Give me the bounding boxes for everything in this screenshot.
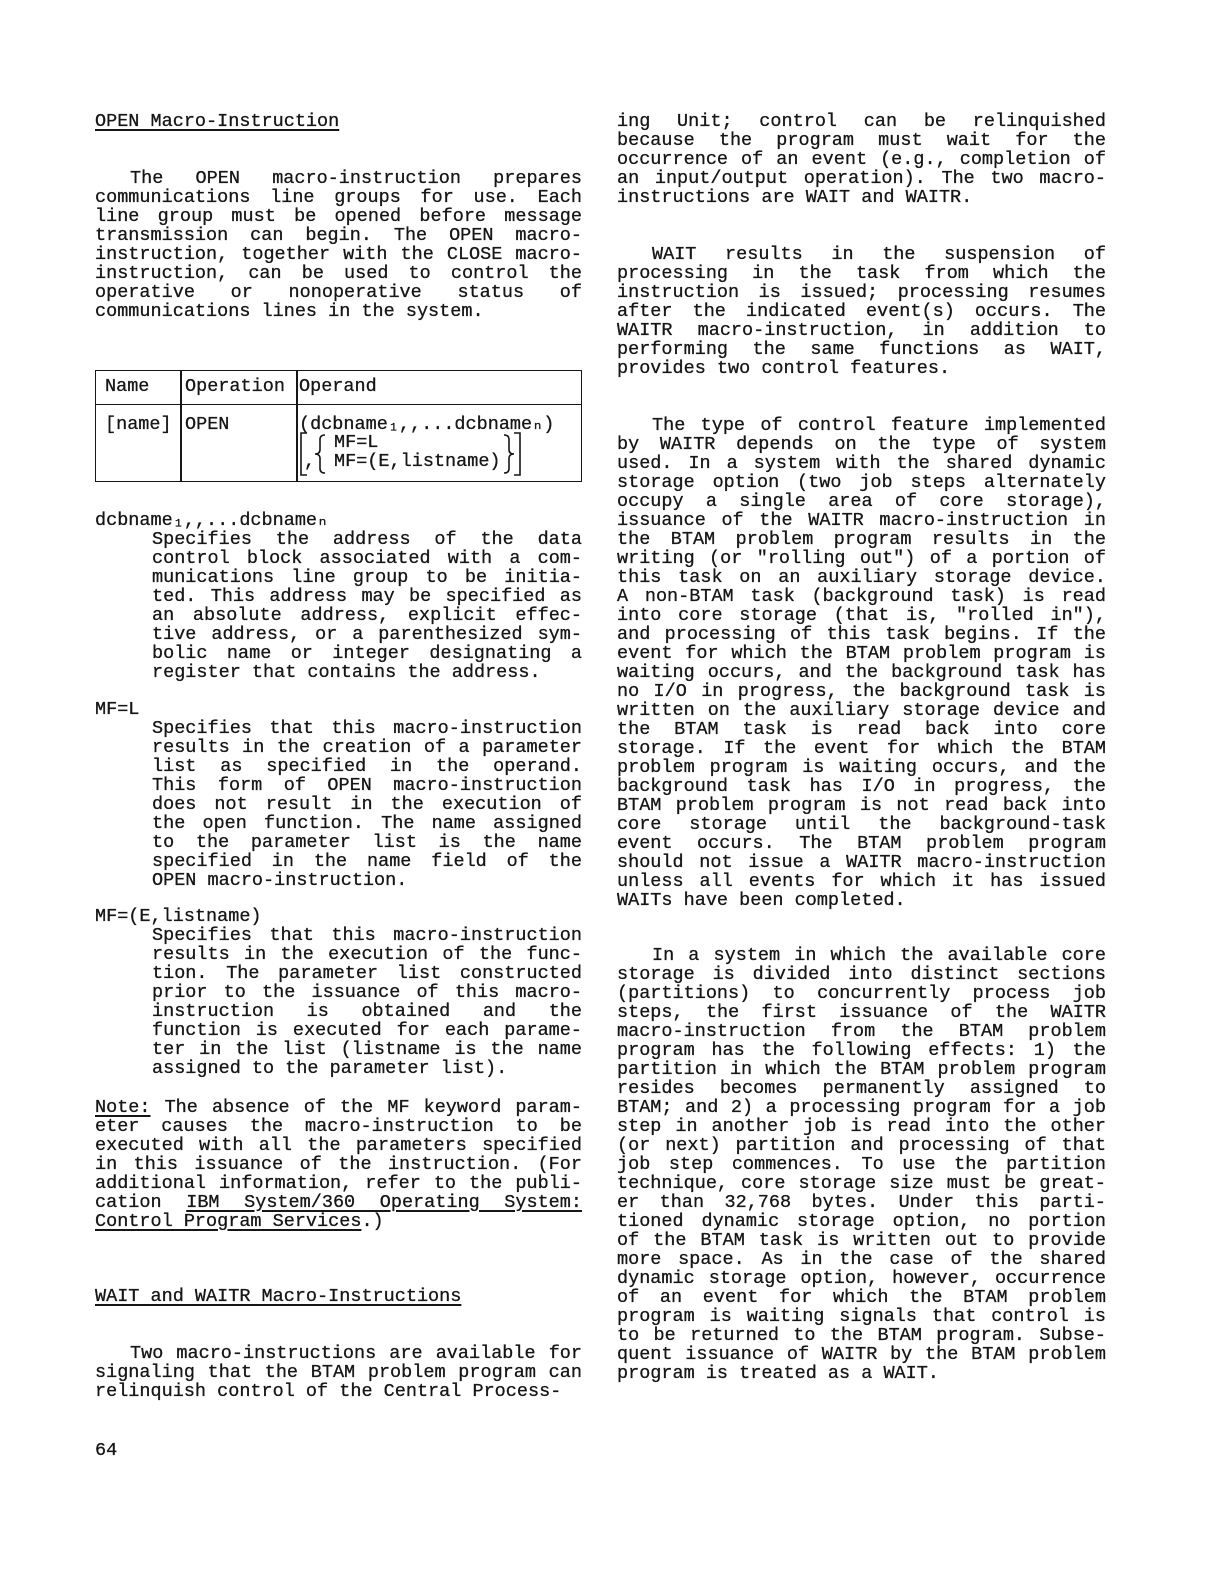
text-line: program has the following effects: 1) the <box>617 1039 1106 1061</box>
text-line: communications lines in the system. <box>95 300 484 322</box>
text-line: munications line group to be initia- <box>152 566 582 588</box>
text-line: core storage until the background-task <box>617 813 1106 835</box>
text-line: operative or nonoperative status of <box>95 281 582 303</box>
text-line: the open function. The name assigned <box>152 812 582 834</box>
text-line: waiting occurs, and the background task has <box>617 661 1106 683</box>
text-line: results in the creation of a parameter <box>152 736 582 758</box>
cell-operation: OPEN <box>185 414 230 435</box>
wait-intro-paragraph <box>95 1344 582 1401</box>
text-line: more space. As in the case of the shared <box>617 1248 1106 1270</box>
text-line: prior to the issuance of this macro- <box>152 981 582 1003</box>
operand-description <box>95 530 582 682</box>
right-square-bracket <box>514 433 520 475</box>
optional-operand-brackets <box>294 429 534 479</box>
text-segment: The absence of the MF keyword param- <box>150 1096 582 1118</box>
text-line: technique, core storage size must be great- <box>617 1172 1106 1194</box>
text-line: writing (or "rolling out") of a portion of <box>617 547 1106 569</box>
text-line: ter in the list (listname is the name <box>152 1038 582 1060</box>
text-line: and processing of this task begins. If the <box>617 623 1106 645</box>
operand-term: MF=L <box>95 698 140 720</box>
wait-section <box>95 1287 582 1306</box>
text-line: tive address, or a parenthesized sym- <box>152 623 582 645</box>
text-line: event occurs. The BTAM problem program <box>617 832 1106 854</box>
text-line: event for which the BTAM problem program is <box>617 642 1106 664</box>
text-segment: .) <box>361 1210 384 1232</box>
text-line <box>95 1212 582 1231</box>
text-line: unless all events for which it has issued <box>617 870 1106 892</box>
text-line: The type of control feature implemented <box>652 414 1106 436</box>
text-line: instruction, together with the CLOSE macro- <box>95 243 582 265</box>
text-line: instruction, can be used to control the <box>95 262 582 284</box>
section-heading-wait: WAIT and WAITR Macro-Instructions <box>95 1285 462 1307</box>
operand-entry-mf-execute <box>95 907 582 1078</box>
text-line: macro-instruction from the BTAM problem <box>617 1020 1106 1042</box>
text-line: Specifies that this macro-instruction <box>152 717 582 739</box>
text-line: quent issuance of WAITR by the BTAM problem <box>617 1343 1106 1365</box>
text-line: (partitions) to concurrently process job <box>617 982 1106 1004</box>
operand-description <box>95 719 582 890</box>
text-line: er than 32,768 bytes. Under this parti- <box>617 1191 1106 1213</box>
text-line: ted. This address may be specified as <box>152 585 582 607</box>
text-line: relinquish control of the Central Process- <box>95 1380 562 1402</box>
text-line: instruction is issued; processing resumes <box>617 281 1106 303</box>
text-line: ing Unit; control can be relinquished <box>617 110 1106 132</box>
header-operand: Operand <box>299 376 377 397</box>
text-line: partition in which the BTAM problem program <box>617 1058 1106 1080</box>
text-line: dynamic storage option, however, occurrence <box>617 1267 1106 1289</box>
text-line: BTAM; and 2) a processing program for a job <box>617 1096 1106 1118</box>
text-line: communications line groups for use. Each <box>95 186 582 208</box>
text-line: used. In a system with the shared dynamic <box>617 452 1106 474</box>
text-line: issuance of the WAITR macro-instruction in <box>617 509 1106 531</box>
text-line: storage. If the event for which the BTAM <box>617 737 1106 759</box>
text-line: This form of OPEN macro-instruction <box>152 774 582 796</box>
wait-description-paragraph <box>617 245 1106 378</box>
text-line: does not result in the execution of <box>152 793 582 815</box>
underlined-text: IBM System/360 Operating System: <box>186 1191 582 1213</box>
text-line: tioned dynamic storage option, no portion <box>617 1210 1106 1232</box>
note-paragraph <box>95 1098 582 1231</box>
text-line: resides becomes permanently assigned to <box>617 1077 1106 1099</box>
waitr-shared-storage-paragraph <box>617 416 1106 910</box>
underlined-text: Note: <box>95 1096 151 1118</box>
text-line: executed with all the parameters specified <box>95 1134 582 1156</box>
text-line: assigned to the parameter list). <box>152 1057 508 1079</box>
text-line: instructions are WAIT and WAITR. <box>617 186 973 208</box>
open-intro-paragraph <box>95 169 582 321</box>
text-line: (or next) partition and processing of that <box>617 1134 1106 1156</box>
text-line: control block associated with a com- <box>152 547 582 569</box>
text-line: list as specified in the operand. <box>152 755 582 777</box>
text-line: Two macro-instructions are available for <box>130 1342 582 1364</box>
text-line: program is treated as a WAIT. <box>617 1362 939 1384</box>
text-line: storage option (two job steps alternately <box>617 471 1106 493</box>
text-line: to the parameter list is the name <box>152 831 582 853</box>
text-line: BTAM problem program is not read back into <box>617 794 1106 816</box>
text-line: problem program is waiting occurs, and the <box>617 756 1106 778</box>
text-line: storage is divided into distinct sections <box>617 963 1106 985</box>
section-heading-open: OPEN Macro-Instruction <box>95 110 340 132</box>
cell-option-list-form: MF=L <box>334 432 379 453</box>
cell-option-execute-form: MF=(E,listname) <box>334 451 501 472</box>
header-operation: Operation <box>185 376 285 397</box>
text-line: into core storage (that is, "rolled in"), <box>617 604 1106 626</box>
text-line: function is executed for each parame- <box>152 1019 582 1041</box>
wait-intro-continued <box>617 112 1106 207</box>
text-line: step in another job is read into the other <box>617 1115 1106 1137</box>
text-line: WAITR macro-instruction, in addition to <box>617 319 1106 341</box>
text-line: steps, the first issuance of the WAITR <box>617 1001 1106 1023</box>
text-line: program is waiting signals that control is <box>617 1305 1106 1327</box>
operand-term: dcbname₁,,...dcbnameₙ <box>95 509 329 531</box>
text-line: an absolute address, explicit effec- <box>152 604 582 626</box>
text-line: written on the auxiliary storage device and <box>617 699 1106 721</box>
text-line: an input/output operation). The two macro- <box>617 167 1106 189</box>
text-line <box>95 1193 582 1212</box>
text-line: no I/O in progress, the background task is <box>617 680 1106 702</box>
text-line: A non-BTAM task (background task) is read <box>617 585 1106 607</box>
text-line: by WAITR depends on the type of system <box>617 433 1106 455</box>
text-line: eter causes the macro-instruction to be <box>95 1115 582 1137</box>
text-line: of the BTAM task is written out to provide <box>617 1229 1106 1251</box>
cell-operand-list: (dcbname₁,,...dcbnameₙ) <box>299 414 555 435</box>
text-line: should not issue a WAITR macro-instruction <box>617 851 1106 873</box>
text-line: Specifies that this macro-instruction <box>152 924 582 946</box>
text-line: occurrence of an event (e.g., completion of <box>617 148 1106 170</box>
text-line: The OPEN macro-instruction prepares <box>130 167 582 189</box>
text-line: the BTAM task is read back into core <box>617 718 1106 740</box>
text-line: results in the execution of the func- <box>152 943 582 965</box>
text-line: in this issuance of the instruction. (For <box>95 1153 582 1175</box>
text-line: OPEN macro-instruction. <box>152 869 408 891</box>
text-segment: cation <box>95 1191 187 1213</box>
text-line: additional information, refer to the publi- <box>95 1172 582 1194</box>
text-line: bolic name or integer designating a <box>152 642 582 664</box>
text-line: because the program must wait for the <box>617 129 1106 151</box>
cell-name: [name] <box>105 414 172 435</box>
text-line: this task on an auxiliary storage device. <box>617 566 1106 588</box>
text-line: job step commences. To use the partition <box>617 1153 1106 1175</box>
operand-entry-dcbname <box>95 511 582 682</box>
text-line: line group must be opened before message <box>95 205 582 227</box>
text-line <box>95 1098 582 1117</box>
text-line: signaling that the BTAM problem program can <box>95 1361 582 1383</box>
right-curly-brace <box>504 435 514 473</box>
page-number: 64 <box>95 1439 118 1461</box>
text-line: after the indicated event(s) occurs. The <box>617 300 1106 322</box>
column-divider-name-operation <box>180 371 182 481</box>
text-line: provides two control features. <box>617 357 951 379</box>
open-section <box>95 112 582 131</box>
header-name: Name <box>105 376 150 397</box>
text-line: occupy a single area of core storage), <box>617 490 1106 512</box>
text-line: specified in the name field of the <box>152 850 582 872</box>
text-line: instruction is obtained and the <box>152 1000 582 1022</box>
text-line: of an event for which the BTAM problem <box>617 1286 1106 1308</box>
text-line: to be returned to the BTAM program. Subse- <box>617 1324 1106 1346</box>
text-line: In a system in which the available core <box>652 944 1106 966</box>
text-line: transmission can begin. The OPEN macro- <box>95 224 582 246</box>
waitr-partitioned-storage-paragraph <box>617 946 1106 1383</box>
operand-term: MF=(E,listname) <box>95 905 262 927</box>
text-line: WAITs have been completed. <box>617 889 906 911</box>
text-line: register that contains the address. <box>152 661 541 683</box>
text-line: Specifies the address of the data <box>152 528 582 550</box>
text-line: the BTAM problem program results in the <box>617 528 1106 550</box>
left-square-bracket <box>301 433 307 475</box>
text-line: background task has I/O in progress, the <box>617 775 1106 797</box>
underlined-text: Control Program Services <box>95 1210 362 1232</box>
text-line: WAIT results in the suspension of <box>652 243 1106 265</box>
macro-format-table <box>95 370 582 482</box>
text-line: tion. The parameter list constructed <box>152 962 582 984</box>
left-curly-brace <box>315 435 325 473</box>
text-line: performing the same functions as WAIT, <box>617 338 1106 360</box>
operand-entry-mf-list <box>95 700 582 890</box>
cell-option-separator: , <box>304 451 316 472</box>
operand-description <box>95 926 582 1078</box>
text-line: processing in the task from which the <box>617 262 1106 284</box>
header-separator <box>96 404 581 406</box>
